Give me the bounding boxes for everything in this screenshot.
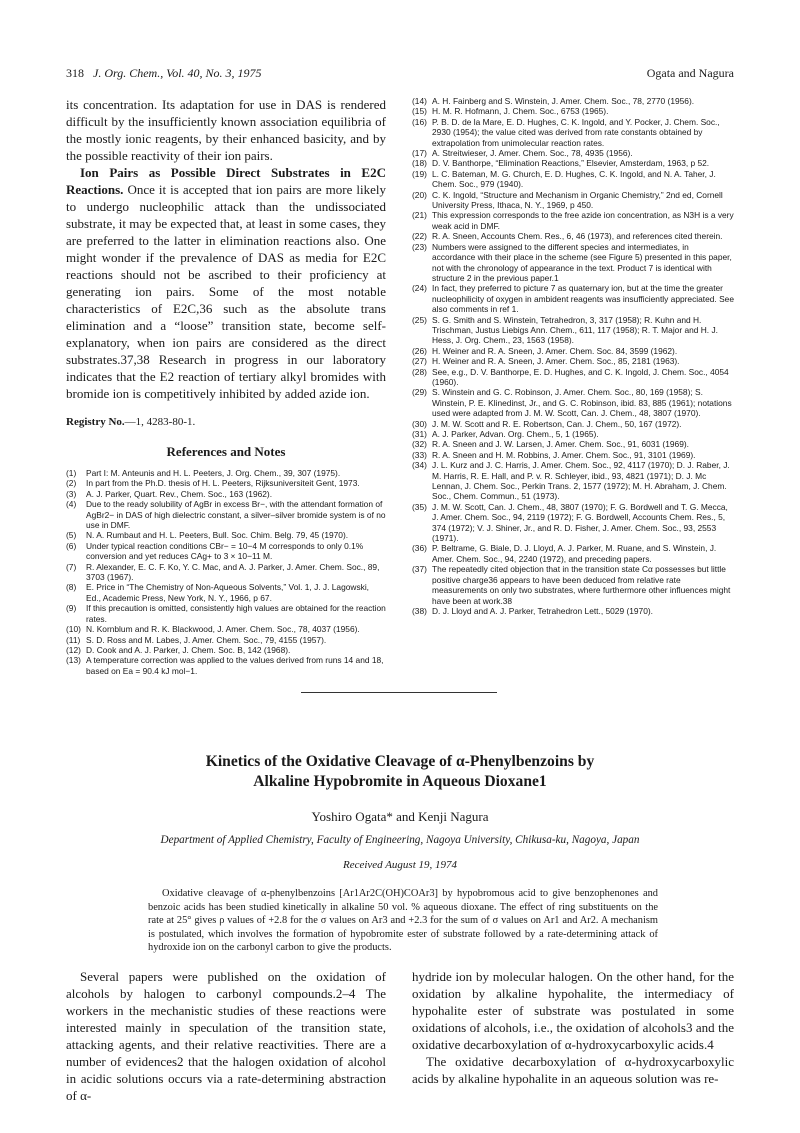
reference-item	[66, 562, 386, 583]
title-line-2: Alkaline Hypobromite in Aqueous Dioxane1	[253, 773, 547, 790]
reference-text: D. V. Banthorpe, “Elimination Reactions,” Elsevier, Amsterdam, 1963, p 52.	[432, 158, 710, 169]
reference-text: H. M. R. Hofmann, J. Chem. Soc., 6753 (1965).	[432, 106, 609, 117]
reference-number: (8)	[66, 582, 77, 593]
section-run-head: Ion Pairs as Possible Direct Substrates in E2C Reactions.	[66, 165, 386, 197]
reference-item	[412, 502, 734, 544]
reference-text: H. Weiner and R. A. Sneen, J. Amer. Chem. Soc. 84, 3599 (1962).	[432, 345, 678, 356]
reference-item	[412, 231, 734, 241]
title-line-1: Kinetics of the Oxidative Cleavage of α-Phenylbenzoins by	[205, 753, 595, 770]
reference-number: (22)	[412, 231, 427, 242]
reference-item	[412, 606, 734, 616]
reference-text: A. J. Parker, Quart. Rev., Chem. Soc., 163 (1962).	[86, 488, 273, 499]
reference-number: (21)	[412, 210, 427, 221]
registry-line	[66, 416, 386, 428]
article-authors: Yoshiro Ogata* and Kenji Nagura	[311, 809, 489, 824]
reference-number: (18)	[412, 158, 427, 169]
reference-text: In fact, they preferred to picture 7 as quaternary ion, but at the time the greater nucleophilicity of oxygen in ambident reagents was insufficiently appreciated. See also comments in ref 1.	[432, 283, 734, 315]
reference-item	[412, 117, 734, 148]
reference-item	[412, 96, 734, 106]
reference-item	[412, 439, 734, 449]
reference-number: (30)	[412, 418, 427, 429]
reference-number: (36)	[412, 543, 427, 554]
intro-right-column	[412, 968, 734, 1087]
reference-item	[66, 530, 386, 540]
reference-number: (1)	[66, 468, 77, 478]
reference-text: See, e.g., D. V. Banthorpe, E. D. Hughes, and C. K. Ingold, J. Chem. Soc., 4054 (1960).	[432, 366, 729, 387]
reference-number: (34)	[412, 460, 427, 471]
reference-number: (31)	[412, 429, 427, 439]
reference-text: A. H. Fainberg and S. Winstein, J. Amer. Chem. Soc., 78, 2770 (1956).	[432, 96, 695, 106]
registry-value: —1, 4283-80-1.	[124, 416, 196, 428]
intro-paragraph-1-cont: hydride ion by molecular halogen. On the other hand, for the oxidation by alkaline hypohalite, the intermediacy of hypohalite ester of substrate was postulated in some oxidations of alcohols, i.e., the oxidation of alcohols3 and the oxidative decarboxylation of α-hydroxycarboxylic acids.4	[412, 969, 734, 1052]
reference-item	[412, 190, 734, 211]
journal-citation: J. Org. Chem., Vol. 40, No. 3, 1975	[93, 66, 262, 80]
reference-number: (7)	[66, 561, 77, 572]
reference-text: This expression corresponds to the free azide ion concentration, as N3H is a very weak acid in DMF.	[432, 210, 734, 231]
reference-text: Under typical reaction conditions CBr− = 10−4 M corresponds to only 0.1% conversion and yet reduces CAg+ to 3 × 10−11 M.	[86, 540, 364, 562]
article-title	[90, 752, 710, 792]
reference-list-right	[412, 96, 734, 616]
reference-item	[66, 499, 386, 530]
reference-item	[66, 624, 386, 634]
paragraph-ion-pairs-body: Once it is accepted that ion pairs are more likely to undergo nucleophilic attack than the undissociated substrate, it may be expected that, at least in some cases, they are preferred to the latter in elimination reactions also. One might wonder if the prevalence of DAS as media for E2C reactions should not be ascribed to their proficiency at generating ion pairs. Some of the most notable characteristics of E2C,36 such as the absolute trans elimination and a “loose” transition state, become self-explanatory, when ion pairs are considered as the direct substrates.37,38 Research in progress in our laboratory indicates that the E2 reaction of tertiary alkyl bromides with bromide ion is competitively inhibited by added azide ion.	[66, 182, 386, 401]
reference-item	[66, 478, 386, 488]
reference-item	[412, 419, 734, 429]
received-date: Received August 19, 1974	[342, 859, 458, 871]
reference-number: (19)	[412, 168, 427, 179]
reference-item	[412, 169, 734, 190]
paragraph-continued: its concentration. Its adaptation for use in DAS is rendered difficult by the insufficiently known association equilibria of the mostly ionic reagents, by their enhanced basicity, and by the possible reactivity of their ion pairs.	[66, 97, 386, 163]
reference-text: J. M. W. Scott and R. E. Robertson, Can. J. Chem., 50, 167 (1972).	[432, 418, 682, 429]
reference-text: L. C. Bateman, M. G. Church, E. D. Hughes, C. K. Ingold, and N. A. Taher, J. Chem. Soc., 979 (1940).	[432, 168, 716, 190]
intro-paragraph-1: Several papers were published on the oxidation of alcohols by halogen to carbonyl compounds.2–4 The workers in the mechanistic studies of these reactions were interested mainly in speculation of the transition state, attacking agents, and their relative reactivities. There are a number of evidences2 that the halogen oxidation of alcohol in acidic solutions occurs via a rate-determining abstraction of α-	[66, 969, 386, 1103]
reference-number: (10)	[66, 624, 81, 635]
reference-item	[66, 582, 386, 603]
references-heading: References and Notes	[166, 444, 286, 459]
reference-item	[412, 429, 734, 439]
reference-text: In part from the Ph.D. thesis of H. L. Peeters, Rijksuniversiteit Gent, 1973.	[86, 478, 360, 489]
author-affiliation: Department of Applied Chemistry, Faculty of Engineering, Nagoya University, Chikusa-ku, Nagoya, Japan	[160, 834, 640, 846]
reference-number: (6)	[66, 540, 77, 551]
reference-number: (3)	[66, 488, 77, 499]
reference-text: S. Winstein and G. C. Robinson, J. Amer. Chem. Soc., 80, 169 (1958); S. Winstein, P. E. Klinedinst, Jr., and G. C. Robinson, ibid. 83, 885 (1961); notations used were adapted from J. M. W. Scott, Can. J. Chem., 48, 3807 (1970).	[432, 387, 732, 419]
reference-text: A temperature correction was applied to the values derived from runs 14 and 18, based on Ea = 90.4 kJ mol−1.	[86, 655, 384, 676]
reference-number: (29)	[412, 387, 427, 398]
reference-item	[412, 460, 734, 502]
reference-text: N. A. Rumbaut and H. L. Peeters, Bull. Soc. Chim. Belg. 79, 45 (1970).	[86, 530, 349, 541]
reference-number: (2)	[66, 478, 77, 489]
reference-number: (25)	[412, 314, 427, 325]
reference-text: H. Weiner and R. A. Sneen, J. Amer. Chem. Soc., 85, 2181 (1963).	[432, 356, 680, 367]
reference-text: D. Cook and A. J. Parker, J. Chem. Soc. B, 142 (1968).	[86, 644, 291, 655]
reference-number: (15)	[412, 106, 427, 117]
reference-number: (37)	[412, 564, 427, 575]
reference-item	[412, 450, 734, 460]
reference-item	[66, 645, 386, 655]
page-number: 318	[66, 66, 84, 80]
reference-text: Numbers were assigned to the different species and intermediates, in accordance with their place in the scheme (see Figure 5) presented in this paper, not with the chronology of appearance in the text. Product 7 is identical with structure 2 in the previous paper.1	[432, 241, 732, 283]
reference-item	[66, 635, 386, 645]
reference-text: P. Beltrame, G. Biale, D. J. Lloyd, A. J. Parker, M. Ruane, and S. Winstein, J. Amer. Chem. Soc., 94, 2240 (1972), and preceding papers.	[432, 543, 717, 564]
reference-item	[412, 210, 734, 231]
reference-text: S. D. Ross and M. Labes, J. Amer. Chem. Soc., 79, 4155 (1957).	[86, 634, 327, 645]
reference-text: N. Kornblum and R. K. Blackwood, J. Amer. Chem. Soc., 78, 4037 (1956).	[86, 624, 360, 635]
reference-number: (14)	[412, 96, 427, 106]
reference-text: A. J. Parker, Advan. Org. Chem., 5, 1 (1965).	[432, 429, 599, 439]
reference-text: E. Price in “The Chemistry of Non-Aqueous Solvents,” Vol. 1, J. J. Lagowski, Ed., Academic Press, New York, N. Y., 1966, p 67.	[86, 582, 370, 603]
reference-item	[412, 346, 734, 356]
reference-item	[66, 489, 386, 499]
reference-text: J. L. Kurz and J. C. Harris, J. Amer. Chem. Soc., 92, 4117 (1970); D. J. Raber, J. M. Harris, R. E. Hall, and P. v. R. Schleyer, ibid., 93, 4821 (1971); D. J. Mc Lennan, J. Chem. Soc., Perkin Trans. 2, 1577 (1972); M. H. Abraham, J. Chem. Soc., Chem. Commun., 51 (1973).	[432, 460, 730, 502]
page-header	[66, 66, 734, 84]
reference-item	[412, 356, 734, 366]
reference-text: R. Alexander, E. C. F. Ko, Y. C. Mac, and A. J. Parker, J. Amer. Chem. Soc., 89, 3703 (1967).	[86, 561, 380, 583]
reference-text: J. M. W. Scott, Can. J. Chem., 48, 3807 (1970); F. G. Bordwell and T. G. Mecca, J. Amer. Chem. Soc., 94, 2119 (1972); F. G. Bordwell, Accounts Chem. Res., 5, 374 (1972); V. J. Shiner, Jr., and R. D. Fisher, J. Amer. Chem. Soc., 93, 2553 (1971).	[432, 501, 728, 544]
reference-number: (9)	[66, 603, 77, 614]
reference-text: D. J. Lloyd and A. J. Parker, Tetrahedron Lett., 5029 (1970).	[432, 605, 653, 616]
reference-text: A. Streitwieser, J. Amer. Chem. Soc., 78, 4935 (1956).	[432, 148, 633, 159]
reference-item	[412, 564, 734, 606]
reference-text: Due to the ready solubility of AgBr in excess Br−, with the attendant formation of AgBr2− in DAS of high dielectric constant, a silver–silver bromide system is of no use in DMF.	[86, 499, 386, 531]
reference-number: (16)	[412, 116, 427, 127]
reference-number: (32)	[412, 439, 427, 450]
reference-number: (11)	[66, 634, 81, 645]
reference-item	[412, 283, 734, 314]
reference-item	[66, 603, 386, 624]
reference-item	[412, 315, 734, 346]
reference-number: (4)	[66, 499, 77, 510]
paragraph-ion-pairs	[66, 164, 386, 402]
article-divider	[301, 692, 497, 693]
reference-number: (5)	[66, 530, 77, 541]
reference-item	[412, 148, 734, 158]
reference-text: R. A. Sneen, Accounts Chem. Res., 6, 46 (1973), and references cited therein.	[432, 231, 723, 242]
reference-number: (35)	[412, 501, 427, 512]
reference-item	[66, 468, 386, 478]
intro-paragraph-2: The oxidative decarboxylation of α-hydroxycarboxylic acids by alkaline hypohalite in an aqueous solution was re-	[412, 1054, 734, 1086]
reference-number: (27)	[412, 356, 427, 367]
running-head-authors: Ogata and Nagura	[646, 66, 734, 80]
reference-item	[412, 158, 734, 168]
reference-text: C. K. Ingold, “Structure and Mechanism in Organic Chemistry,” 2nd ed, Cornell University Press, Ithaca, N. Y., 1969, p 450.	[432, 189, 723, 211]
reference-item	[412, 242, 734, 284]
reference-number: (13)	[66, 655, 81, 666]
reference-number: (24)	[412, 283, 427, 294]
reference-number: (12)	[66, 644, 81, 655]
reference-text: Part I: M. Anteunis and H. L. Peeters, J. Org. Chem., 39, 307 (1975).	[86, 468, 341, 478]
abstract: Oxidative cleavage of α-phenylbenzoins [Ar1Ar2C(OH)COAr3] by hypobromous acid to give benzophenones and benzoic acids has been studied kinetically in alkaline 50 vol. % aqueous dioxane. The effect of ring substituents on the rate at 25° gives ρ values of +2.8 for the σ values on Ar3 and +2.3 for the sum of σ values on Ar1 and Ar2. A mechanism is postulated, which involves the formation of hypobromite ester of substrate followed by a rate-determining attack of hydroxide ion on the carbonyl carbon to give the products.	[148, 888, 658, 954]
right-column	[412, 96, 734, 616]
intro-left-column	[66, 968, 386, 1104]
reference-text: S. G. Smith and S. Winstein, Tetrahedron, 3, 317 (1958); R. Kuhn and H. Trischman, Justus Liebigs Ann. Chem., 611, 117 (1958); R. T. Major and H. J. Hess, J. Org. Chem., 23, 1563 (1958).	[432, 314, 718, 346]
reference-number: (38)	[412, 605, 427, 616]
reference-number: (28)	[412, 366, 427, 377]
reference-text: P. B. D. de la Mare, E. D. Hughes, C. K. Ingold, and Y. Pocker, J. Chem. Soc., 2930 (1954); the value cited was derived from rate constants obtained by extrapolation from unimolecular reaction rates.	[432, 116, 720, 148]
reference-item	[66, 541, 386, 562]
reference-number: (33)	[412, 449, 427, 460]
reference-number: (23)	[412, 241, 427, 252]
reference-number: (20)	[412, 189, 427, 200]
reference-item	[66, 655, 386, 676]
reference-text: R. A. Sneen and H. M. Robbins, J. Amer. Chem. Soc., 91, 3101 (1969).	[432, 449, 696, 460]
reference-text: R. A. Sneen and J. W. Larsen, J. Amer. Chem. Soc., 91, 6031 (1969).	[432, 439, 689, 450]
reference-item	[412, 367, 734, 388]
running-head-left	[66, 66, 262, 81]
reference-text: The repeatedly cited objection that in the transition state Cα possesses but little positive charge36 appears to have been deduced from relative rate measurements on only two substrates, where furthermore other influences might have been at work.38	[432, 564, 731, 606]
reference-item	[412, 387, 734, 418]
reference-list-left	[66, 468, 386, 676]
reference-item	[412, 106, 734, 116]
left-column	[66, 96, 386, 676]
reference-number: (26)	[412, 345, 427, 356]
reference-item	[412, 543, 734, 564]
reference-number: (17)	[412, 148, 427, 159]
reference-text: If this precaution is omitted, consistently high values are obtained for the reaction rates.	[86, 603, 386, 624]
registry-label: Registry No.	[66, 416, 125, 428]
